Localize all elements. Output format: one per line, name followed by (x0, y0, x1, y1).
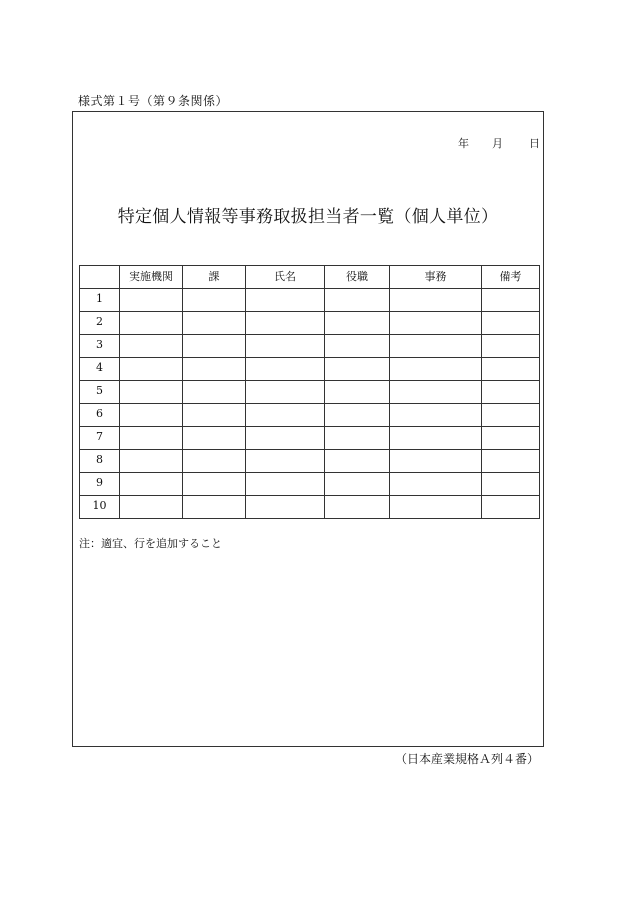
document-title: 特定個人情報等事務取扱担当者一覧（個人単位） (117, 207, 499, 227)
cell-agency[interactable] (120, 427, 183, 450)
cell-agency[interactable] (120, 496, 183, 519)
date-day-label: 日 (529, 137, 540, 150)
cell-position[interactable] (325, 473, 390, 496)
cell-agency[interactable] (120, 289, 183, 312)
date-month-label: 月 (492, 137, 503, 150)
cell-remarks[interactable] (482, 312, 540, 335)
cell-remarks[interactable] (482, 289, 540, 312)
cell-agency[interactable] (120, 312, 183, 335)
table-row (80, 335, 540, 358)
cell-position[interactable] (325, 335, 390, 358)
table-row (80, 381, 540, 404)
cell-name[interactable] (246, 473, 325, 496)
form-number-label: 様式第１号（第９条関係） (78, 94, 229, 108)
cell-section[interactable] (183, 450, 246, 473)
cell-name[interactable] (246, 450, 325, 473)
cell-position[interactable] (325, 312, 390, 335)
cell-remarks[interactable] (482, 335, 540, 358)
cell-position[interactable] (325, 496, 390, 519)
cell-section[interactable] (183, 335, 246, 358)
row-number: 1 (80, 289, 120, 312)
cell-agency[interactable] (120, 404, 183, 427)
cell-agency[interactable] (120, 450, 183, 473)
cell-section[interactable] (183, 381, 246, 404)
row-number: 6 (80, 404, 120, 427)
header-section: 課 (183, 266, 246, 289)
cell-name[interactable] (246, 496, 325, 519)
cell-agency[interactable] (120, 381, 183, 404)
row-number: 2 (80, 312, 120, 335)
cell-name[interactable] (246, 335, 325, 358)
cell-section[interactable] (183, 358, 246, 381)
cell-agency[interactable] (120, 335, 183, 358)
cell-position[interactable] (325, 427, 390, 450)
table-row (80, 427, 540, 450)
cell-position[interactable] (325, 289, 390, 312)
cell-section[interactable] (183, 473, 246, 496)
date-year-label: 年 (458, 137, 469, 150)
staff-roster-table (79, 265, 540, 519)
table-row (80, 289, 540, 312)
paper-size-note: （日本産業規格Ａ列４番） (395, 752, 540, 766)
header-remarks: 備考 (482, 266, 540, 289)
table-row (80, 358, 540, 381)
row-number: 5 (80, 381, 120, 404)
header-name: 氏名 (246, 266, 325, 289)
row-number: 7 (80, 427, 120, 450)
header-number (80, 266, 120, 289)
row-number: 4 (80, 358, 120, 381)
cell-section[interactable] (183, 404, 246, 427)
table-row (80, 496, 540, 519)
cell-remarks[interactable] (482, 381, 540, 404)
cell-remarks[interactable] (482, 473, 540, 496)
cell-duty[interactable] (390, 404, 482, 427)
table-header-row (80, 266, 540, 289)
cell-agency[interactable] (120, 473, 183, 496)
table-note: 注：適宜、行を追加すること (79, 537, 222, 550)
row-number: 3 (80, 335, 120, 358)
cell-remarks[interactable] (482, 358, 540, 381)
cell-position[interactable] (325, 450, 390, 473)
cell-name[interactable] (246, 427, 325, 450)
table-row (80, 404, 540, 427)
cell-section[interactable] (183, 289, 246, 312)
cell-duty[interactable] (390, 289, 482, 312)
cell-section[interactable] (183, 496, 246, 519)
header-position: 役職 (325, 266, 390, 289)
cell-remarks[interactable] (482, 496, 540, 519)
cell-name[interactable] (246, 381, 325, 404)
cell-duty[interactable] (390, 335, 482, 358)
cell-duty[interactable] (390, 450, 482, 473)
cell-position[interactable] (325, 381, 390, 404)
row-number: 8 (80, 450, 120, 473)
cell-remarks[interactable] (482, 427, 540, 450)
cell-position[interactable] (325, 404, 390, 427)
table-row (80, 450, 540, 473)
cell-duty[interactable] (390, 473, 482, 496)
cell-duty[interactable] (390, 312, 482, 335)
cell-section[interactable] (183, 312, 246, 335)
cell-name[interactable] (246, 404, 325, 427)
table-row (80, 473, 540, 496)
cell-name[interactable] (246, 312, 325, 335)
cell-name[interactable] (246, 358, 325, 381)
cell-duty[interactable] (390, 427, 482, 450)
row-number: 9 (80, 473, 120, 496)
cell-remarks[interactable] (482, 450, 540, 473)
row-number: 10 (80, 496, 120, 519)
cell-remarks[interactable] (482, 404, 540, 427)
cell-duty[interactable] (390, 358, 482, 381)
header-duty: 事務 (390, 266, 482, 289)
cell-position[interactable] (325, 358, 390, 381)
cell-duty[interactable] (390, 496, 482, 519)
cell-duty[interactable] (390, 381, 482, 404)
table-row (80, 312, 540, 335)
cell-name[interactable] (246, 289, 325, 312)
cell-agency[interactable] (120, 358, 183, 381)
cell-section[interactable] (183, 427, 246, 450)
header-agency: 実施機関 (120, 266, 183, 289)
